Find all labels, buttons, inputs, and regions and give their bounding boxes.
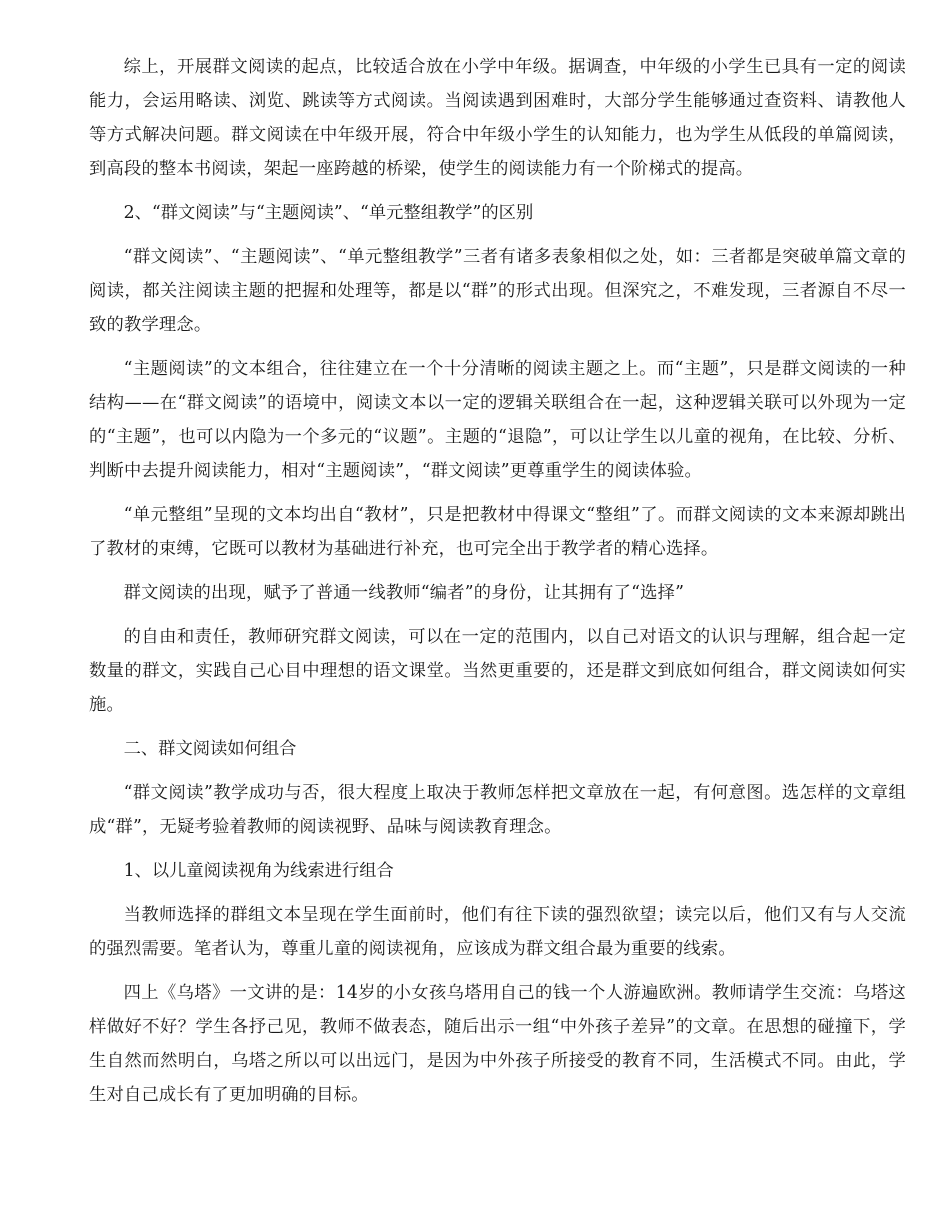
paragraph: 群文阅读的出现，赋予了普通一线教师“编者”的身份，让其拥有了“选择” xyxy=(123,583,685,603)
paragraph: 四上《乌塔》一文讲的是：14岁的小女孩乌塔用自己的钱一个人游遍欧洲。教师请学生交流：乌塔这样做好不好？学生各抒己见，教师不做表态，随后出示一组“中外孩子差异”的文章。在思想的碰撞下，学生自然而然明白，乌塔之所以可以出远门，是因为中外孩子所接受的教育不同，生活模式不同。由此，学生对自己成长有了更加明确的目标。 xyxy=(89,983,906,1105)
paragraph: 的自由和责任，教师研究群文阅读，可以在一定的范围内，以自己对语文的认识与理解，组合起一定数量的群文，实践自己心目中理想的语文课堂。当然更重要的，还是群文到底如何组合，群文阅读如何实施。 xyxy=(89,627,906,715)
section-heading: 1、以儿童阅读视角为线索进行组合 xyxy=(123,861,394,881)
paragraph: 综上，开展群文阅读的起点，比较适合放在小学中年级。据调查，中年级的小学生已具有一定的阅读能力，会运用略读、浏览、跳读等方式阅读。当阅读遇到困难时，大部分学生能够通过查资料、请教他人等方式解决问题。群文阅读在中年级开展，符合中年级小学生的认知能力，也为学生从低段的单篇阅读，到高段的整本书阅读，架起一座跨越的桥梁，使学生的阅读能力有一个阶梯式的提高。 xyxy=(89,57,906,179)
paragraph: “群文阅读”教学成功与否，很大程度上取决于教师怎样把文章放在一起，有何意图。选怎样的文章组成“群”，无疑考验着教师的阅读视野、品味与阅读教育理念。 xyxy=(89,783,906,837)
paragraph: “单元整组”呈现的文本均出自“教材”，只是把教材中得课文“整组”了。而群文阅读的文本来源却跳出了教材的束缚，它既可以教材为基础进行补充，也可完全出于教学者的精心选择。 xyxy=(89,505,906,559)
section-heading: 2、“群文阅读”与“主题阅读”、“单元整组教学”的区别 xyxy=(123,203,534,223)
paragraph: “主题阅读”的文本组合，往往建立在一个十分清晰的阅读主题之上。而“主题”，只是群文阅读的一种结构——在“群文阅读”的语境中，阅读文本以一定的逻辑关联组合在一起，这种逻辑关联可以外现为一定的“主题”，也可以内隐为一个多元的“议题”。主题的“退隐”，可以让学生以儿童的视角，在比较、分析、判断中去提升阅读能力，相对“主题阅读”，“群文阅读”更尊重学生的阅读体验。 xyxy=(89,359,906,481)
paragraph: 当教师选择的群组文本呈现在学生面前时，他们有往下读的强烈欲望；读完以后，他们又有与人交流的强烈需要。笔者认为，尊重儿童的阅读视角，应该成为群文组合最为重要的线索。 xyxy=(89,905,906,959)
section-heading: 二、群文阅读如何组合 xyxy=(123,739,297,759)
paragraph: “群文阅读”、“主题阅读”、“单元整组教学”三者有诸多表象相似之处，如：三者都是突破单篇文章的阅读，都关注阅读主题的把握和处理等，都是以“群”的形式出现。但深究之，不难发现，三者源自不尽一致的教学理念。 xyxy=(89,247,906,335)
